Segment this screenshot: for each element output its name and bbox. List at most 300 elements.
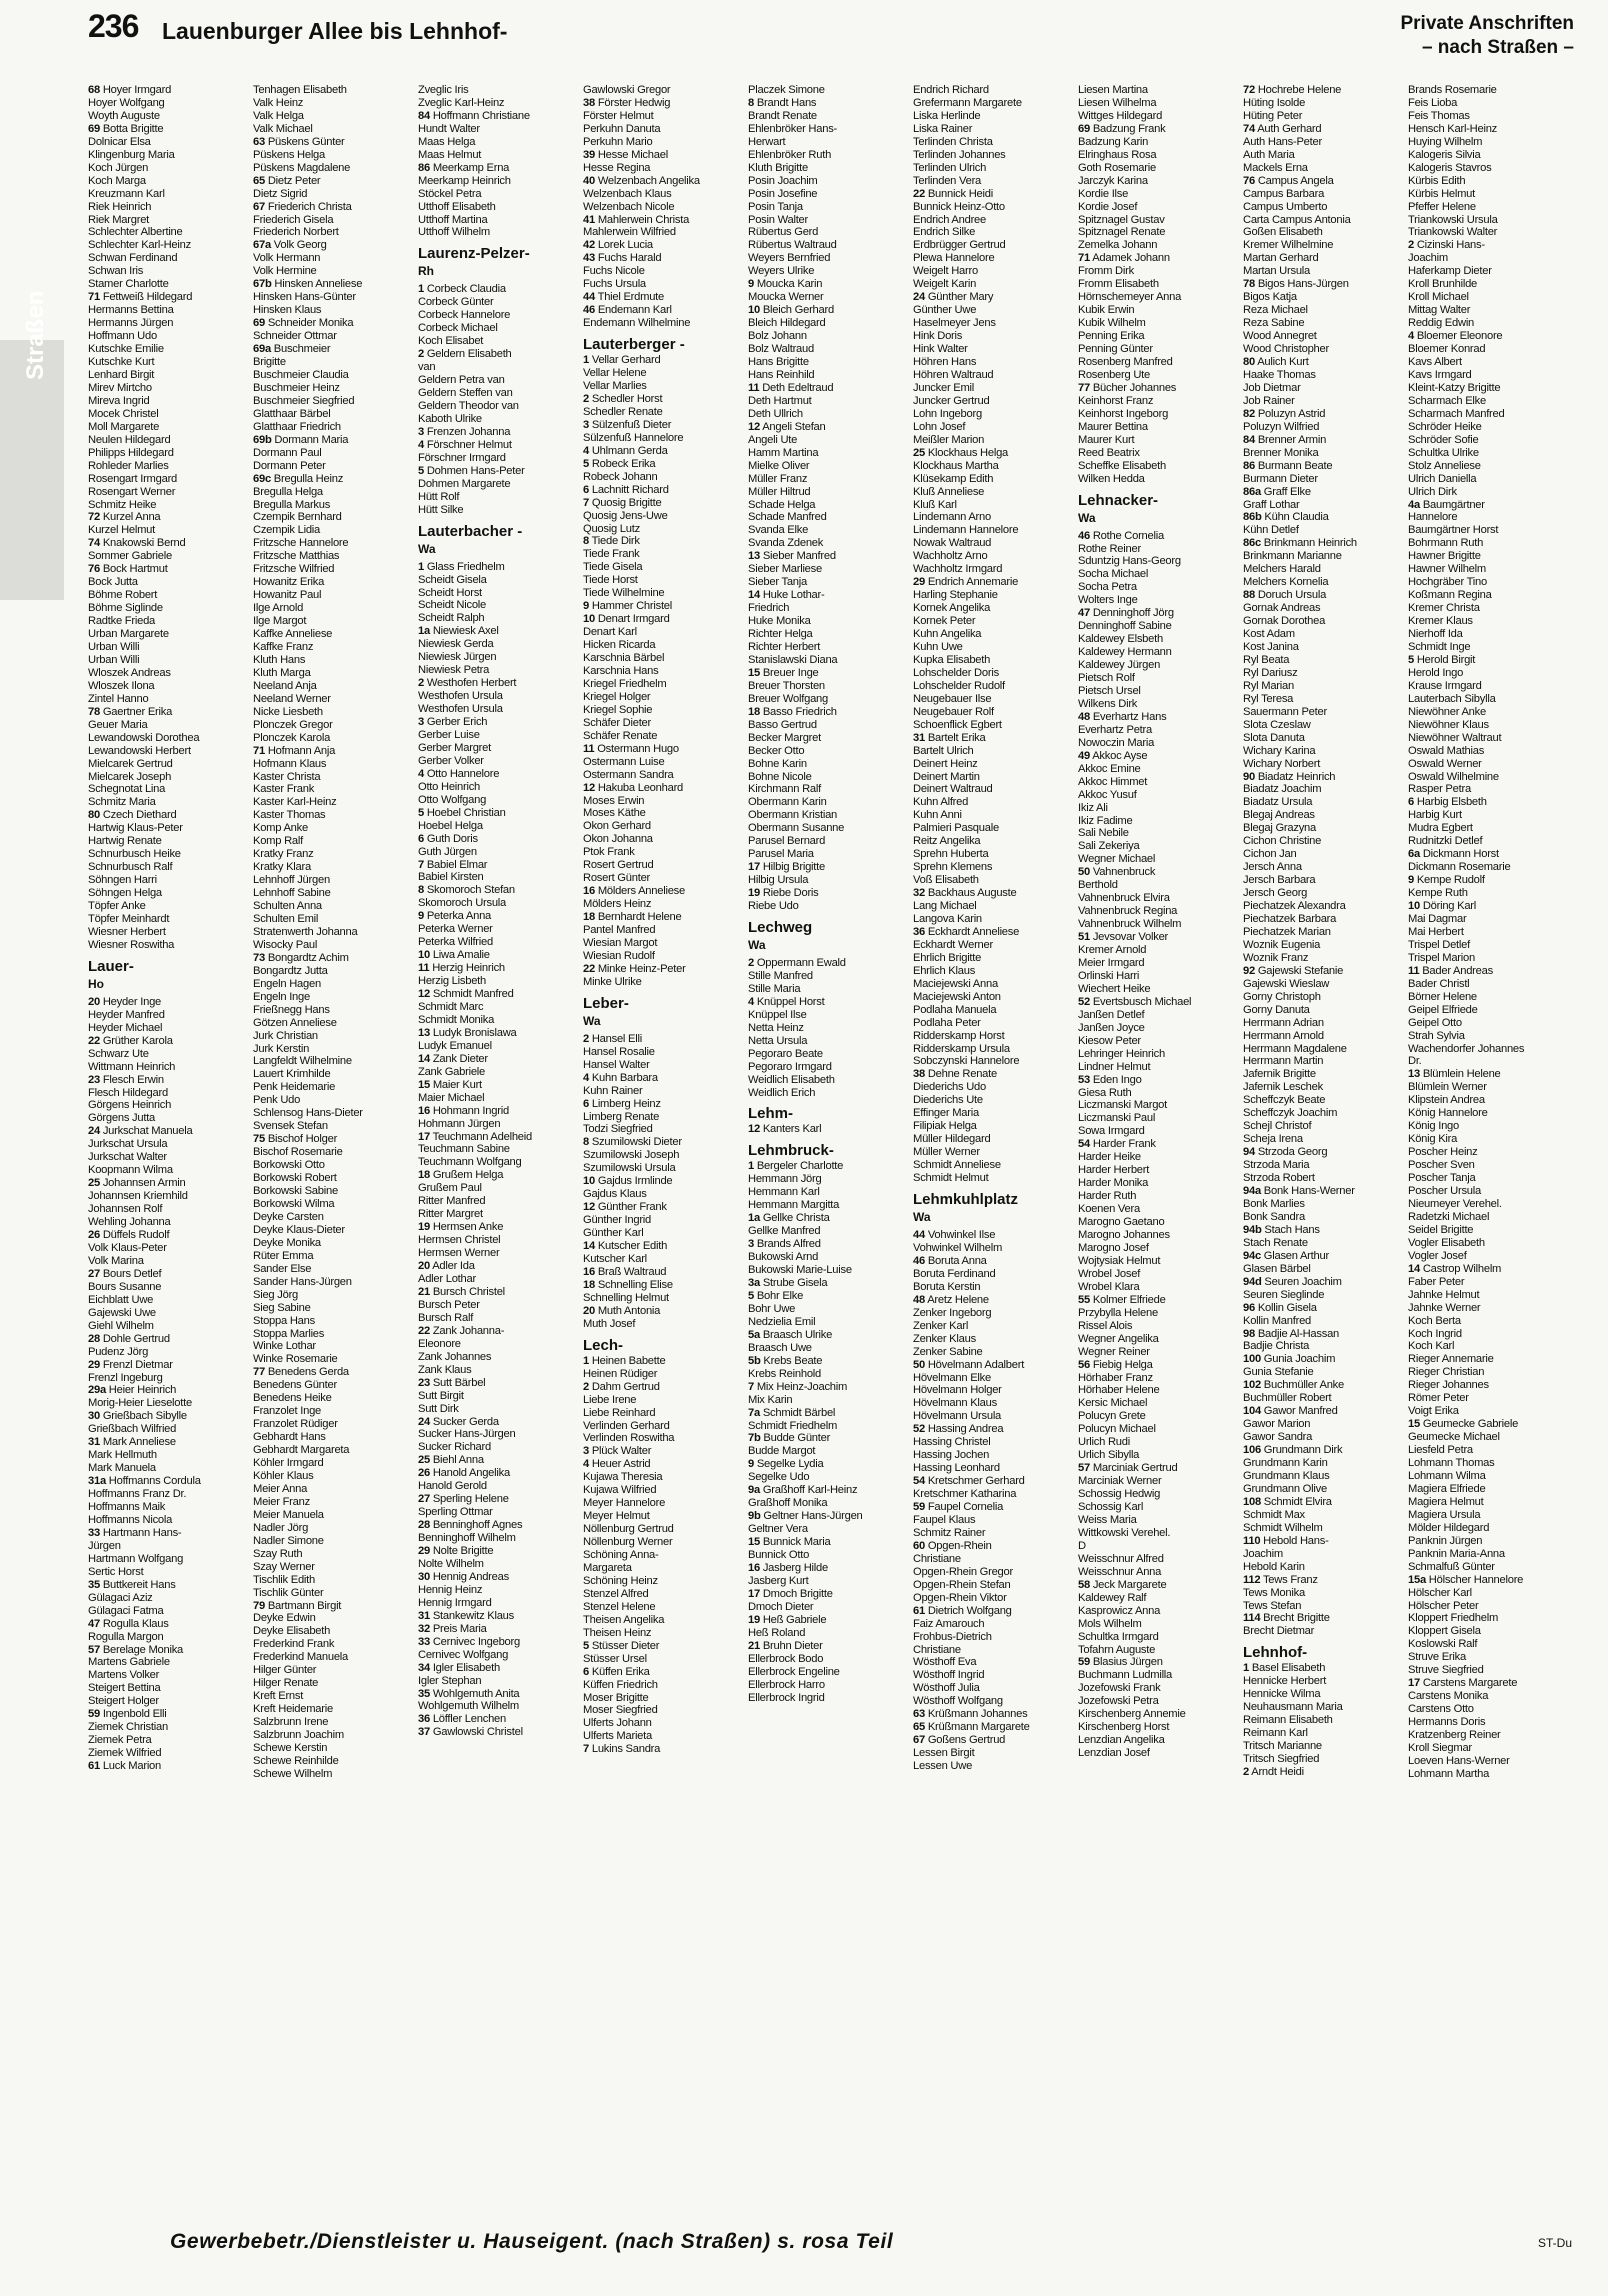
resident-entry [913, 1527, 1075, 1540]
resident-name: Carstens Margarete [1422, 1677, 1518, 1690]
resident-entry [253, 1276, 415, 1289]
resident-entry [583, 1445, 745, 1458]
resident-name: Brands Rosemarie [1408, 84, 1497, 96]
resident-entry [1408, 1690, 1570, 1703]
resident-entry [253, 149, 415, 162]
resident-name: Schwan Ferdinand [88, 252, 178, 265]
resident-name: Keinhorst Franz [1078, 394, 1154, 407]
resident-name: Koch Marga [88, 174, 146, 187]
resident-entry [1408, 1017, 1570, 1030]
resident-name: Höhren Hans [913, 356, 977, 369]
resident-name: Huke Lothar- [762, 589, 825, 602]
house-number: 33 [418, 1635, 430, 1648]
resident-entry [913, 1384, 1075, 1397]
resident-name: Volk Hermine [253, 265, 317, 278]
resident-entry [1243, 952, 1405, 965]
resident-entry [748, 1458, 910, 1471]
resident-entry [1408, 1392, 1570, 1405]
resident-name: Verlinden Gerhard [583, 1419, 670, 1432]
resident-entry [253, 848, 415, 861]
resident-entry [748, 615, 910, 628]
resident-name: Bours Detlef [102, 1267, 162, 1280]
resident-entry [583, 600, 745, 613]
resident-entry [1243, 265, 1405, 278]
resident-name: Benedens Günter [253, 1379, 337, 1392]
house-number: 9 [418, 910, 424, 923]
resident-name: Morig-Heier Lieselotte [88, 1397, 192, 1410]
resident-name: Quosig Brigitte [591, 496, 662, 509]
resident-name: Schoenflick Egbert [913, 718, 1002, 731]
resident-entry [88, 304, 250, 317]
resident-entry [913, 1172, 1075, 1185]
resident-entry [88, 188, 250, 201]
resident-name: Wohlgemuth Wilhelm [418, 1700, 519, 1713]
resident-entry [913, 1682, 1075, 1695]
resident-entry [583, 1368, 745, 1381]
resident-name: Gaertner Erika [102, 705, 173, 718]
resident-name: Küffen Friedrich [583, 1678, 658, 1691]
house-number: 1 [1243, 1662, 1249, 1675]
resident-entry [88, 356, 250, 369]
resident-name: Dormann Paul [253, 446, 322, 459]
resident-entry [583, 1627, 745, 1640]
resident-entry [418, 1467, 580, 1480]
resident-name: Howanitz Erika [253, 576, 325, 589]
resident-name: Plück Walter [591, 1445, 652, 1458]
resident-name: Rosenberg Manfred [1078, 356, 1173, 369]
resident-entry [748, 1087, 910, 1100]
resident-name: Kaster Frank [253, 783, 315, 796]
resident-name: Bartelt Erika [927, 731, 986, 744]
resident-name: Plewa Hannelore [913, 252, 995, 265]
resident-name: Stüsser Ursel [583, 1652, 647, 1665]
house-number: 90 [1243, 770, 1255, 783]
resident-entry [1243, 550, 1405, 563]
resident-name: Jurkschat Manuela [102, 1125, 193, 1138]
resident-entry [88, 1553, 250, 1566]
resident-name: Eckhardt Anneliese [927, 925, 1020, 938]
resident-name: Moucka Werner [748, 291, 824, 304]
resident-name: Geltner Hans-Jürgen [763, 1510, 863, 1523]
resident-name: Zveglic Iris [418, 84, 469, 96]
resident-name: Sülzenfuß Dieter [591, 418, 672, 431]
resident-name: Mai Dagmar [1408, 913, 1467, 925]
resident-entry [913, 460, 1075, 473]
resident-name: Braß Waltraud [597, 1265, 667, 1278]
resident-name: Seuren Sieglinde [1243, 1288, 1325, 1301]
resident-entry [583, 833, 745, 846]
resident-entry [583, 1033, 745, 1046]
resident-entry [1243, 783, 1405, 796]
resident-name: Pietsch Ursel [1078, 684, 1141, 697]
resident-entry [253, 1600, 415, 1613]
resident-name: Mix Heinz-Joachim [756, 1380, 848, 1393]
resident-entry [88, 745, 250, 758]
resident-name: Schossig Hedwig [1078, 1488, 1161, 1501]
resident-name: Szumilowski Joseph [583, 1149, 680, 1162]
resident-name: Kuhn Rainer [583, 1084, 643, 1097]
resident-entry [913, 706, 1075, 719]
resident-name: Hinsken Klaus [253, 304, 322, 317]
resident-name: Giehl Wilhelm [88, 1319, 154, 1332]
resident-name: Hemmann Margitta [748, 1199, 840, 1212]
resident-entry [1078, 918, 1240, 931]
resident-name: Fritzsche Matthias [253, 550, 340, 563]
resident-name: Boruta Anna [927, 1254, 987, 1267]
house-number: 48 [913, 1293, 925, 1306]
resident-name: Schmitz Rainer [913, 1526, 986, 1539]
resident-entry [418, 1454, 580, 1467]
district-code: Ho [88, 976, 104, 991]
resident-entry [418, 1066, 580, 1079]
resident-entry [1078, 543, 1240, 556]
resident-name: Sülzenfuß Hannelore [583, 431, 684, 444]
column-6 [913, 84, 1075, 2200]
resident-name: Bigos Hans-Jürgen [1257, 278, 1349, 291]
resident-name: Harbig Kurt [1408, 809, 1462, 822]
house-number: 8 [418, 884, 424, 897]
resident-entry [418, 936, 580, 949]
resident-name: Arndt Heidi [1251, 1766, 1304, 1778]
resident-name: Skomoroch Ursula [418, 897, 507, 910]
resident-name: Obermann Susanne [748, 822, 845, 835]
resident-name: Deinert Waltraud [913, 783, 993, 796]
resident-entry [913, 939, 1075, 952]
resident-entry [913, 1017, 1075, 1030]
house-number: 114 [1243, 1612, 1261, 1625]
resident-entry [748, 1022, 910, 1035]
resident-name: Jurk Kerstin [253, 1042, 310, 1055]
house-number: 18 [583, 911, 595, 924]
resident-name: Wiesner Roswitha [88, 938, 175, 951]
resident-entry [583, 1279, 745, 1292]
resident-entry [1078, 1294, 1240, 1307]
resident-name: Klockhaus Martha [913, 459, 999, 472]
house-number: 30 [418, 1570, 430, 1583]
resident-entry [1078, 840, 1240, 853]
resident-name: Meyer Hannelore [583, 1497, 666, 1510]
resident-name: Lohmann Martha [1408, 1767, 1490, 1780]
resident-entry [1243, 667, 1405, 680]
resident-name: Moser Siegfried [583, 1704, 658, 1717]
resident-entry [418, 1260, 580, 1273]
resident-name: Hoyer Wolfgang [88, 96, 165, 109]
resident-name: Riebe Doris [762, 887, 819, 900]
resident-entry [748, 1666, 910, 1679]
resident-entry [913, 835, 1075, 848]
resident-entry [418, 1558, 580, 1571]
resident-entry [1078, 136, 1240, 149]
resident-name: Segelke Lydia [756, 1458, 824, 1471]
resident-entry [583, 1175, 745, 1188]
resident-name: Sucker Hans-Jürgen [418, 1428, 516, 1441]
resident-name: Kreuzmann Karl [88, 187, 165, 200]
resident-entry [253, 1405, 415, 1418]
resident-entry [1078, 685, 1240, 698]
house-number: 32 [418, 1622, 430, 1635]
resident-name: Schnelling Elise [597, 1278, 673, 1291]
resident-name: Kratky Klara [253, 861, 311, 874]
resident-entry [913, 861, 1075, 874]
resident-entry [1408, 1120, 1570, 1133]
resident-entry [253, 97, 415, 110]
resident-entry [913, 499, 1075, 512]
resident-name: Gunia Stefanie [1243, 1366, 1314, 1379]
resident-name: Maciejewski Anton [913, 990, 1001, 1003]
resident-entry [1408, 537, 1570, 550]
resident-entry [1243, 136, 1405, 149]
resident-name: Bursch Peter [418, 1298, 480, 1311]
resident-name: Krebs Reinhold [748, 1367, 821, 1380]
resident-name: Preis Maria [432, 1622, 487, 1635]
resident-entry [418, 638, 580, 651]
resident-name: Melchers Harald [1243, 563, 1321, 576]
resident-entry [913, 1553, 1075, 1566]
resident-entry [88, 628, 250, 641]
resident-name: Hohmann Ingrid [432, 1104, 509, 1117]
resident-name: Buchmann Ludmilla [1078, 1669, 1173, 1682]
resident-entry [88, 1255, 250, 1268]
resident-entry [1408, 926, 1570, 939]
resident-entry [1078, 789, 1240, 802]
resident-entry [88, 434, 250, 447]
house-number: 4 [1408, 330, 1414, 343]
resident-entry [583, 976, 745, 989]
resident-name: Ludyk Emanuel [418, 1039, 492, 1052]
resident-name: Wiesian Margot [583, 937, 658, 949]
resident-name: Schlechter Albertine [88, 226, 183, 239]
resident-entry [253, 926, 415, 939]
resident-name: Lenzdian Angelika [1078, 1734, 1165, 1747]
resident-entry [583, 445, 745, 458]
resident-name: Brenner Armin [1257, 433, 1327, 446]
resident-name: Börner Helene [1408, 990, 1477, 1003]
resident-name: Schossig Karl [1078, 1501, 1144, 1514]
resident-entry [1408, 1068, 1570, 1081]
resident-name: Vahnenbruck Regina [1078, 905, 1178, 918]
resident-name: Reitz Angelika [913, 835, 981, 848]
resident-name: Lehringer Heinrich [1078, 1047, 1165, 1060]
resident-name: Gebhardt Hans [253, 1431, 326, 1444]
resident-entry [253, 1081, 415, 1094]
resident-entry [1408, 123, 1570, 136]
house-number: 1 [583, 354, 589, 367]
resident-entry [253, 641, 415, 654]
resident-name: Denninghoff Jörg [1092, 607, 1174, 620]
resident-entry [748, 1420, 910, 1433]
resident-name: Job Rainer [1243, 394, 1295, 407]
resident-name: Bonk Hans-Werner [1263, 1185, 1355, 1198]
resident-entry [913, 1346, 1075, 1359]
resident-entry [418, 162, 580, 175]
resident-name: Brenner Monika [1243, 446, 1319, 459]
resident-entry [913, 382, 1075, 395]
resident-entry [583, 1407, 745, 1420]
resident-entry [1243, 809, 1405, 822]
resident-entry [88, 1410, 250, 1423]
resident-name: Czempik Bernhard [253, 511, 342, 524]
house-number: 47 [88, 1617, 100, 1630]
resident-entry [1078, 473, 1240, 486]
resident-entry [913, 1055, 1075, 1068]
section-title-line2: – nach Straßen – [1421, 37, 1574, 58]
resident-entry [253, 822, 415, 835]
resident-entry [913, 628, 1075, 641]
resident-name: Grüther Karola [102, 1034, 173, 1047]
resident-entry [418, 975, 580, 988]
house-number: 11 [748, 381, 760, 394]
street-heading: Laurenz-Pelzer- [418, 245, 530, 263]
resident-name: Schewe Reinhilde [253, 1754, 339, 1767]
resident-name: Parusel Maria [748, 848, 814, 861]
resident-name: Ikiz Fadime [1078, 814, 1133, 827]
house-number: 63 [913, 1708, 925, 1721]
resident-name: Brandt Hans [756, 96, 817, 109]
resident-entry [1078, 983, 1240, 996]
resident-entry [583, 354, 745, 367]
resident-name: Lehnhoff Sabine [253, 887, 331, 900]
resident-name: Hassing Leonhard [913, 1462, 1000, 1475]
resident-name: Poscher Heinz [1408, 1146, 1478, 1159]
resident-name: Heuer Astrid [591, 1458, 651, 1471]
resident-entry [748, 970, 910, 983]
resident-entry [1243, 1340, 1405, 1353]
house-number: 61 [88, 1760, 100, 1773]
resident-entry [1408, 343, 1570, 356]
resident-entry [1078, 1372, 1240, 1385]
resident-name: Riebe Udo [748, 900, 799, 913]
resident-name: Fuchs Nicole [583, 265, 645, 278]
resident-name: Theisen Angelika [583, 1613, 665, 1626]
resident-name: Opgen-Rhein Viktor [913, 1591, 1007, 1604]
resident-entry [1078, 1475, 1240, 1488]
house-number: 23 [88, 1073, 100, 1086]
resident-entry [253, 1107, 415, 1120]
resident-name: Kleint-Katzy Brigitte [1408, 381, 1501, 394]
resident-name: Vahnenbruck [1092, 866, 1156, 879]
resident-name: Grießbach Sibylle [102, 1410, 187, 1423]
resident-entry [418, 322, 580, 335]
resident-entry [1243, 1418, 1405, 1431]
resident-name: Tritsch Siegfried [1243, 1753, 1320, 1766]
resident-entry [1243, 1379, 1405, 1392]
house-number: 2 [418, 677, 424, 690]
resident-entry [1408, 1043, 1570, 1056]
district-code: Wa [1078, 510, 1096, 525]
resident-name: Heinen Rüdiger [583, 1367, 658, 1380]
resident-entry [1243, 1509, 1405, 1522]
resident-entry [1078, 1579, 1240, 1592]
resident-name: Komp Anke [253, 822, 308, 835]
resident-entry [1408, 1405, 1570, 1418]
resident-entry [1078, 1410, 1240, 1423]
resident-name: Hermsen Werner [418, 1247, 500, 1260]
resident-name: Lohmann Wilma [1408, 1469, 1486, 1482]
resident-entry [1243, 1276, 1405, 1289]
resident-entry [913, 1094, 1075, 1107]
resident-name: Sieber Manfred [762, 550, 836, 563]
resident-name: Sander Hans-Jürgen [253, 1275, 352, 1288]
resident-name: Pantel Manfred [583, 924, 656, 937]
resident-entry [1078, 607, 1240, 620]
house-number: 46 [583, 304, 595, 317]
resident-name: Muth Antonia [597, 1304, 661, 1317]
resident-name: Kirschenberg Horst [1078, 1721, 1170, 1734]
resident-name: Bartelt Ulrich [913, 744, 974, 757]
resident-name: Kaster Karl-Heinz [253, 796, 337, 809]
resident-entry [748, 1238, 910, 1251]
resident-name: Gawor Marion [1243, 1418, 1311, 1431]
resident-name: Oppermann Ewald [756, 957, 846, 969]
resident-name: Sprehn Huberta [913, 848, 989, 861]
resident-entry [1408, 1289, 1570, 1302]
resident-name: Kretschmer Katharina [913, 1488, 1017, 1501]
resident-entry [1408, 1703, 1570, 1716]
resident-entry [748, 214, 910, 227]
resident-entry [418, 1299, 580, 1312]
resident-name: Tews Monika [1243, 1586, 1305, 1599]
resident-name: Kremer Wilhelmine [1243, 239, 1334, 252]
resident-name: Erdbrügger Gertrud [913, 239, 1006, 252]
resident-entry [418, 1092, 580, 1105]
resident-name: Schneider Monika [267, 317, 354, 330]
resident-entry [913, 136, 1075, 149]
resident-name: Gellke Christa [762, 1212, 830, 1225]
house-number: 29 [88, 1358, 100, 1371]
resident-name: Buschmeier Heinz [253, 381, 340, 394]
resident-name: Schlechter Karl-Heinz [88, 239, 191, 252]
resident-entry [583, 1162, 745, 1175]
resident-entry [748, 693, 910, 706]
resident-name: Jozefowski Petra [1078, 1695, 1159, 1708]
resident-name: Kremer Klaus [1408, 615, 1473, 628]
resident-name: Becker Margret [748, 731, 821, 744]
resident-entry [253, 1379, 415, 1392]
house-number: 6 [1408, 796, 1414, 809]
resident-entry [1243, 1159, 1405, 1172]
resident-name: Eden Ingo [1092, 1073, 1142, 1086]
resident-entry [253, 188, 415, 201]
resident-entry [1078, 434, 1240, 447]
resident-name: Hütt Rolf [418, 490, 460, 503]
resident-entry [1078, 1527, 1240, 1540]
resident-entry [418, 807, 580, 820]
resident-name: Hennig Andreas [432, 1570, 509, 1583]
resident-name: Voigt Erika [1408, 1405, 1459, 1418]
resident-entry [88, 421, 250, 434]
resident-name: Schedler Renate [583, 405, 663, 418]
resident-name: Berthold [1078, 879, 1118, 892]
house-number: 69b [253, 433, 272, 446]
resident-entry [1243, 1625, 1405, 1638]
resident-entry [583, 497, 745, 510]
resident-name: Förschner Helmut [426, 438, 512, 451]
resident-name: Dr. [1408, 1055, 1422, 1068]
resident-name: Nöllenburg Werner [583, 1536, 673, 1549]
resident-entry [1408, 913, 1570, 926]
resident-entry [88, 1384, 250, 1397]
resident-name: Niewöhner Anke [1408, 705, 1486, 718]
resident-name: Heinen Babette [591, 1354, 666, 1367]
resident-entry [88, 84, 250, 97]
resident-entry [418, 561, 580, 574]
resident-name: Magiera Helmut [1408, 1495, 1484, 1508]
resident-name: Kreft Ernst [253, 1690, 304, 1703]
resident-name: Grefermann Margarete [913, 96, 1022, 109]
resident-entry [583, 1394, 745, 1407]
resident-name: Huke Monika [748, 615, 811, 628]
resident-entry [748, 874, 910, 887]
